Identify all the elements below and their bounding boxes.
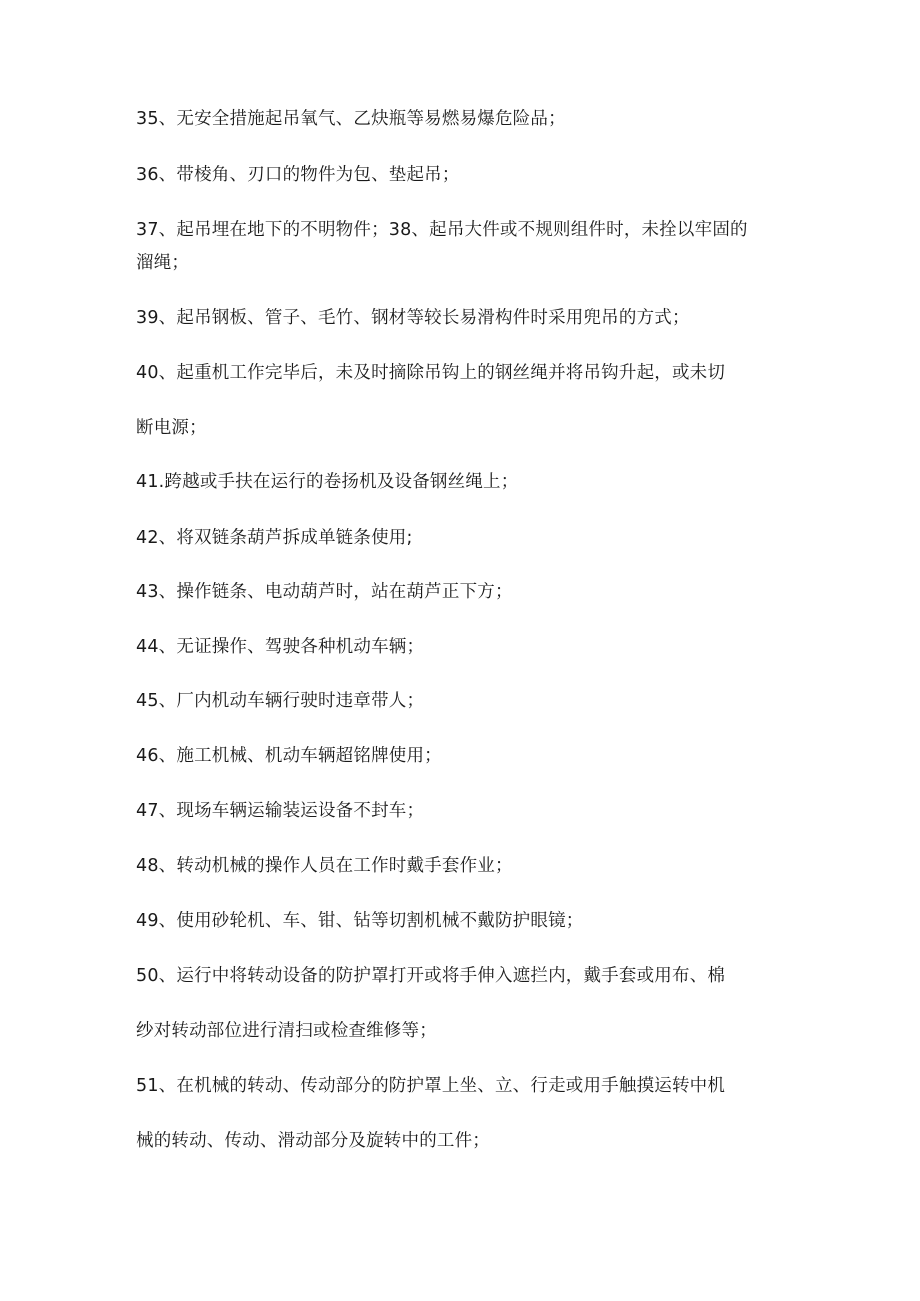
- text-line-36: 36、带棱角、刃口的物件为包、垫起吊；: [136, 165, 460, 185]
- text-line-48: 48、转动机械的操作人员在工作时戴手套作业；: [136, 856, 513, 876]
- text-line-44: 44、无证操作、驾驶各种机动车辆；: [136, 637, 425, 657]
- text-line-38-continued: 溜绳；: [136, 253, 190, 273]
- text-line-49: 49、使用砂轮机、车、钳、钻等切割机械不戴防护眼镜；: [136, 911, 584, 931]
- text-line-42: 42、将双链条葫芦拆成单链条使用;: [136, 528, 413, 548]
- text-line-46: 46、施工机械、机动车辆超铭牌使用；: [136, 746, 442, 766]
- text-line-40: 40、起重机工作完毕后，未及时摘除吊钩上的钢丝绳并将吊钩升起，或未切: [136, 363, 726, 383]
- text-line-41: 41.跨越或手扶在运行的卷扬机及设备钢丝绳上；: [136, 472, 519, 492]
- text-line-50: 50、运行中将转动设备的防护罩打开或将手伸入遮拦内，戴手套或用布、棉: [136, 966, 726, 986]
- text-line-35: 35、无安全措施起吊氧气、乙炔瓶等易燃易爆危险品；: [136, 109, 566, 129]
- text-line-37-38: 37、起吊埋在地下的不明物件；38、起吊大件或不规则组件时，未拴以牢固的: [136, 220, 748, 240]
- text-line-40-continued: 断电源；: [136, 418, 207, 438]
- text-line-47: 47、现场车辆运输装运设备不封车；: [136, 801, 425, 821]
- text-line-50-continued: 纱对转动部位进行清扫或检查维修等；: [136, 1021, 437, 1041]
- text-line-43: 43、操作链条、电动葫芦时，站在葫芦正下方；: [136, 582, 513, 602]
- text-line-51: 51、在机械的转动、传动部分的防护罩上坐、立、行走或用手触摸运转中机: [136, 1076, 726, 1096]
- text-line-39: 39、起吊钢板、管子、毛竹、钢材等较长易滑构件时采用兜吊的方式；: [136, 308, 690, 328]
- text-line-51-continued: 械的转动、传动、滑动部分及旋转中的工件；: [136, 1131, 490, 1151]
- text-line-45: 45、厂内机动车辆行驶时违章带人；: [136, 691, 425, 711]
